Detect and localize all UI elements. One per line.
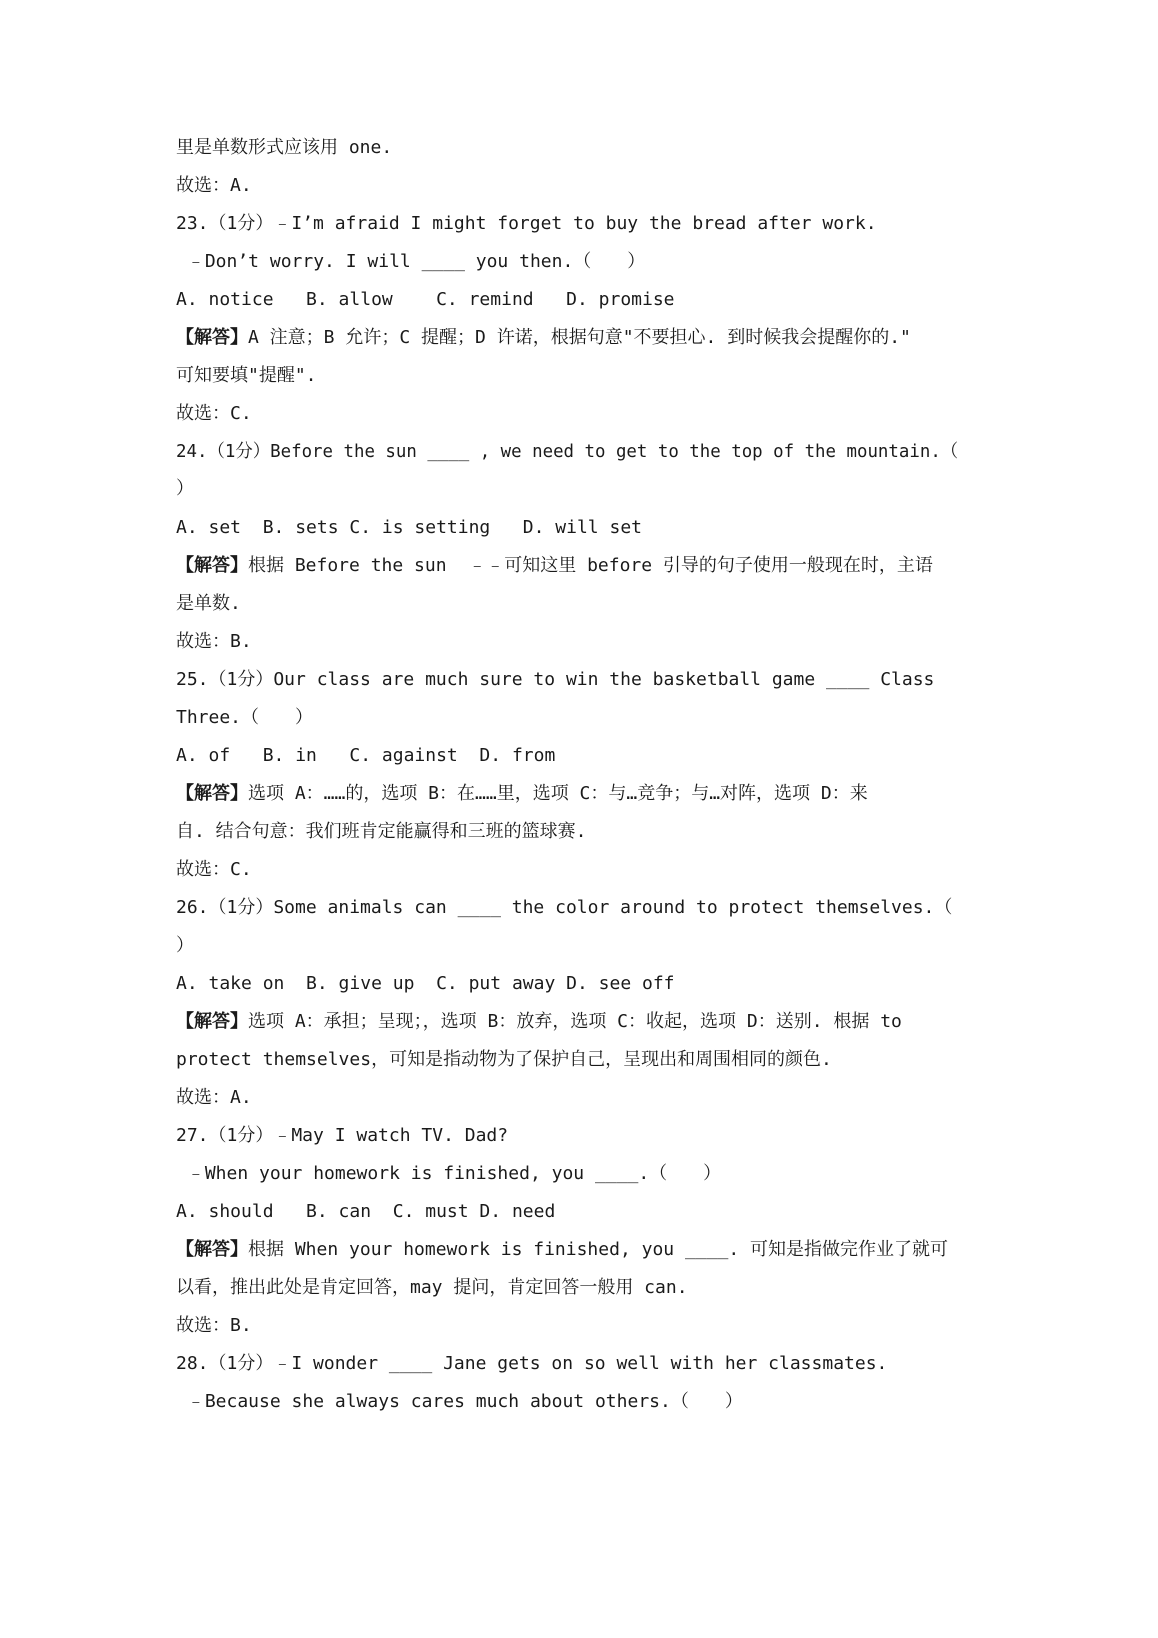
line-text: ）	[176, 935, 194, 956]
line-text: A. notice B. allow C. remind D. promise	[176, 289, 675, 310]
text-line	[176, 250, 645, 274]
text-line	[176, 1086, 252, 1110]
line-text: 里是单数形式应该用 one.	[176, 137, 393, 158]
text-line	[176, 1276, 688, 1300]
text-line	[176, 1124, 508, 1148]
text-line	[176, 364, 317, 388]
text-line	[176, 402, 252, 426]
text-line	[176, 174, 252, 198]
text-line	[176, 1238, 948, 1262]
line-text: A. take on B. give up C. put away D. see off	[176, 973, 675, 994]
line-text: 可知要填"提醒".	[176, 365, 317, 386]
text-line	[176, 440, 958, 464]
answer-label: 【解答】	[176, 1239, 248, 1260]
answer-label: 【解答】	[176, 1011, 248, 1032]
text-line	[176, 1352, 887, 1376]
line-text: A 注意；B 允许；C 提醒；D 许诺，根据句意"不要担心. 到时候我会提醒你的."	[248, 327, 911, 348]
answer-label: 【解答】	[176, 555, 248, 576]
line-text: 根据 When your homework is finished, you ____. 可知是指做完作业了就可	[248, 1239, 948, 1260]
text-line	[176, 554, 933, 578]
line-text: 是单数.	[176, 593, 241, 614]
line-text: 故选：B.	[176, 1315, 252, 1336]
text-line	[176, 896, 952, 920]
line-text: 选项 A：承担；呈现；，选项 B：放弃，选项 C：收起，选项 D：送别. 根据 to	[248, 1011, 902, 1032]
text-line	[176, 1162, 721, 1186]
line-text: 24.（1分）Before the sun ____ , we need to get to the top of the mountain.（	[176, 441, 959, 462]
text-line	[176, 782, 868, 806]
line-text: 27.（1分）﹣May I watch TV. Dad?	[176, 1125, 509, 1146]
text-line	[176, 1200, 555, 1224]
text-line	[176, 820, 587, 844]
line-text: ﹣Because she always cares much about others.（ ）	[176, 1391, 743, 1412]
text-line	[176, 1048, 832, 1072]
text-line	[176, 477, 194, 501]
answer-label: 【解答】	[176, 783, 248, 804]
text-line	[176, 326, 911, 350]
line-text: ﹣When your homework is finished, you ____.（ ）	[176, 1163, 722, 1184]
line-text: ）	[176, 478, 194, 499]
text-line	[176, 1314, 252, 1338]
text-line	[176, 744, 555, 768]
line-text: protect themselves，可知是指动物为了保护自己，呈现出和周围相同的颜色.	[176, 1049, 832, 1070]
text-line	[176, 630, 252, 654]
line-text: 故选：A.	[176, 1087, 252, 1108]
text-line	[176, 288, 675, 312]
text-line	[176, 1010, 902, 1034]
line-text: 26.（1分）Some animals can ____ the color around to protect themselves.（	[176, 897, 953, 918]
text-line	[176, 972, 675, 996]
line-text: A. of B. in C. against D. from	[176, 745, 556, 766]
text-line	[176, 212, 877, 236]
answer-label: 【解答】	[176, 327, 248, 348]
text-line	[176, 934, 194, 958]
text-line	[176, 592, 241, 616]
line-text: 故选：C.	[176, 403, 252, 424]
text-line	[176, 668, 934, 692]
line-text: 以看，推出此处是肯定回答，may 提问，肯定回答一般用 can.	[176, 1277, 688, 1298]
text-line	[176, 136, 392, 160]
line-text: 23.（1分）﹣I’m afraid I might forget to buy the bread after work.	[176, 213, 877, 234]
text-line	[176, 1390, 743, 1414]
text-line	[176, 516, 642, 540]
line-text: 故选：C.	[176, 859, 252, 880]
line-text: A. should B. can C. must D. need	[176, 1201, 556, 1222]
line-text: 根据 Before the sun ﹣﹣可知这里 before 引导的句子使用一般现在时，主语	[248, 555, 933, 576]
line-text: 故选：B.	[176, 631, 252, 652]
line-text: 28.（1分）﹣I wonder ____ Jane gets on so well with her classmates.	[176, 1353, 888, 1374]
line-text: Three.（ ）	[176, 707, 314, 728]
text-line	[176, 858, 252, 882]
text-line	[176, 706, 313, 730]
line-text: ﹣Don’t worry. I will ____ you then.（ ）	[176, 251, 646, 272]
line-text: A. set B. sets C. is setting D. will set	[176, 517, 642, 538]
line-text: 故选：A.	[176, 175, 252, 196]
line-text: 25.（1分）Our class are much sure to win the basketball game ____ Class	[176, 669, 935, 690]
line-text: 自. 结合句意：我们班肯定能赢得和三班的篮球赛.	[176, 821, 587, 842]
line-text: 选项 A：……的，选项 B：在……里，选项 C：与…竞争；与…对阵，选项 D：来	[248, 783, 868, 804]
